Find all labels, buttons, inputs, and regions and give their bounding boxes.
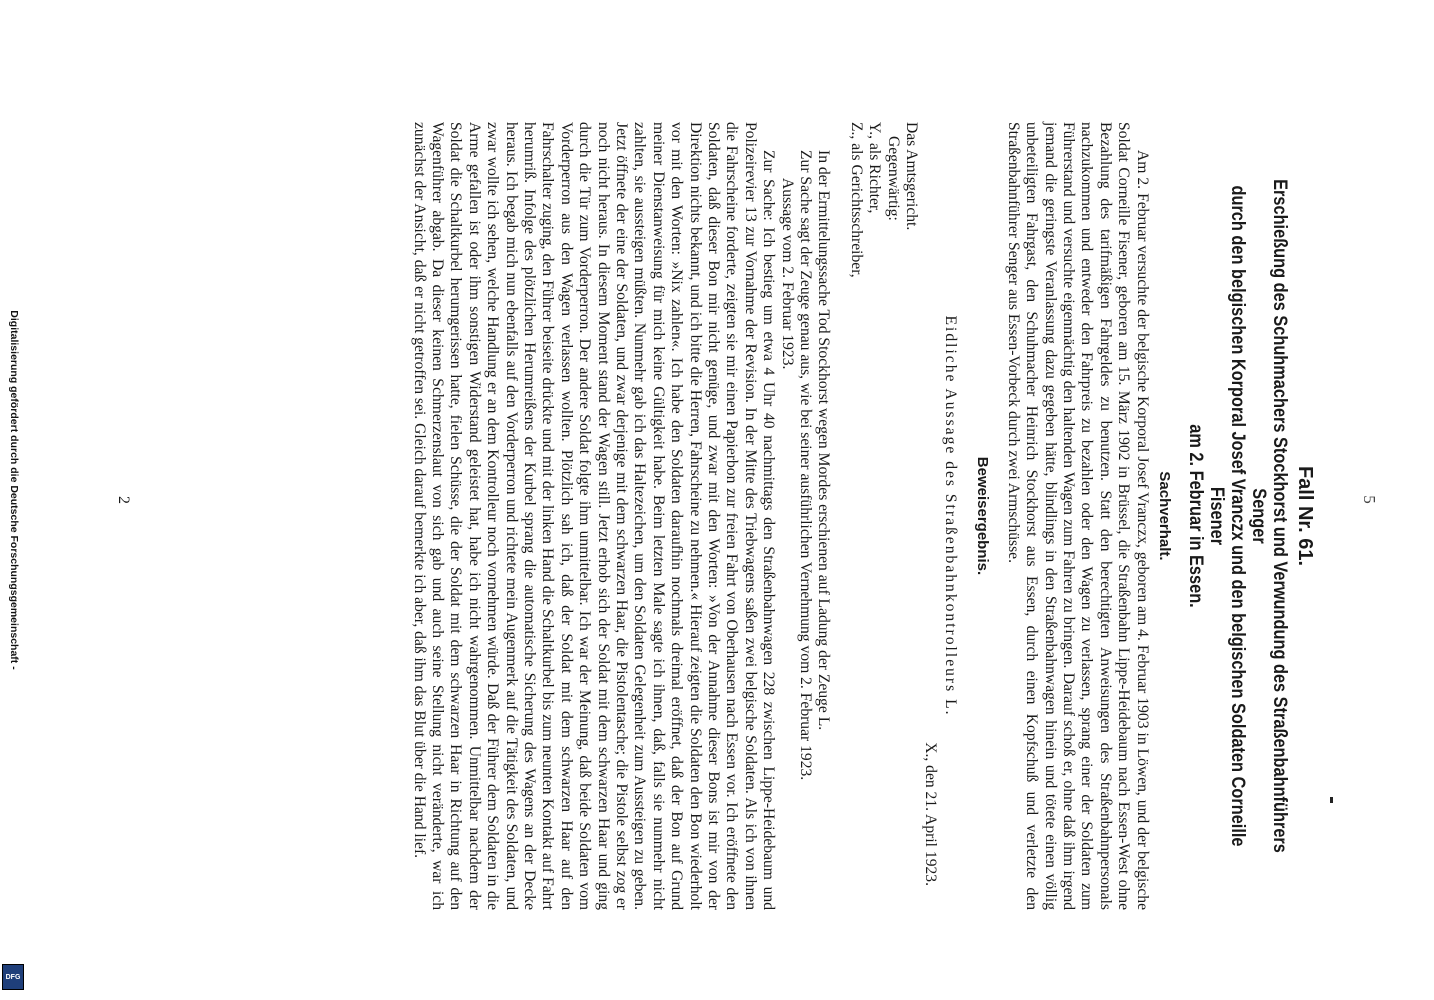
court-line: Y., als Richter,	[866, 122, 884, 214]
evidence-heading: Beweisergebnis.	[974, 456, 992, 576]
dfg-logo-icon: DFG	[2, 964, 24, 990]
statement-date: Aussage vom 2. Februar 1923.	[778, 178, 796, 370]
statement-heading: Eidliche Aussage des Straßenbahnkontrolleurs L.	[941, 315, 959, 717]
funding-sidebar	[0, 0, 28, 1000]
case-title: Fall Nr. 61.	[1294, 465, 1316, 567]
facts-heading: Sachverhalt.	[1156, 471, 1173, 561]
page-number-bottom: 2	[115, 496, 132, 504]
court-line: Gegenwärtig:	[884, 136, 902, 221]
facts-paragraph: Am 2. Februar versuchte der belgische Korporal Josef Vranczx, geboren am 4. Februar 1903 in Löwen, und der belgische Soldat Corneille Fisener, geboren am 15. März 1902 in Brüssel, die Straßenbahn Lippe-Heidebaum nach Essen-West ohne Bezahlung des tarifmäßigen Fahrgeldes zu benutzen. Statt den berechtigten Anweisungen des Straßenbahnpersonals nachzukommen und entweder den Fahrpreis zu bezahlen oder den Wagen zu verlassen, sprang einer der Soldaten zum Führerstand und versuchte eigenmächtig den haltenden Wagen zum Fahren zu bringen. Darauf schoß er, ohne daß ihm irgend jemand die geringste Veranlassung dazu gegeben hätte, blindlings in den Straßenbahnwagen hinein und tötete einen völlig unbeteiligten Fahrgast, den Schuhmacher Heinrich Stockhorst aus Essen, durch einen Kopfschuß und verletzte den Straßenbahnführer Senger aus Essen-Vorbeck durch zwei Armschüsse.	[1004, 122, 1151, 910]
intro-paragraph: In der Ermittelungssache Tod Stockhorst wegen Mordes erschienen auf Ladung der Zeuge L.	[815, 150, 833, 731]
intro-paragraph-2: Zur Sache sagt der Zeuge genau aus, wie bei seiner ausführlichen Vernehmung vom 2. Februar 1923.	[797, 150, 815, 781]
place-date: X., den 21. April 1923.	[921, 742, 939, 886]
title-line-3: am 2. Februar in Essen.	[1185, 424, 1206, 608]
page-number-top: 5	[1360, 495, 1379, 505]
scan-mark	[1330, 797, 1333, 803]
title-line-2: durch den belgischen Korporal Josef Vranczx und den belgischen Soldaten Corneille Fisener	[1206, 185, 1248, 847]
statement-paragraph: Zur Sache: Ich bestieg um etwa 4 Uhr 40 nachmittags den Straßenbahnwagen 228 zwischen Lippe-Heidebaum und Polizeirevier 13 zur Vornahme der Revision. In der Mitte des Triebwagens saßen zwei belgische Soldaten. Als ich von ihnen die Fahrscheine forderte, zeigten sie mir einen Papierbon zur freien Fahrt von Oberhausen nach Essen vor. Ich eröffnete den Soldaten, daß dieser Bon mir nicht genüge, und zwar mit den Worten: »Von der Annahme dieser Bons ist mir von der Direktion nichts bekannt, und ich bitte die Herren, Fahrscheine zu nehmen.« Hierauf zeigten die Soldaten den Bon wiederholt vor mit den Worten: »Nix zahlen«. Ich habe den Soldaten daraufhin nochmals dreimal eröffnet, daß der Bon auf Grund meiner Dienstanweisung für mich keine Gültigkeit habe. Beim letzten Male sagte ich ihnen, daß, falls sie nunmehr nicht zahlten, sie aussteigen müßten. Nunmehr gab ich das Haltezeichen, um den Soldaten Gelegenheit zum Aussteigen zu geben. Jetzt öffnete der eine der Soldaten, und zwar derjenige mit dem schwarzen Haar, die Pistolentasche; die Pistole selbst zog er noch nicht heraus. In diesem Moment stand der Wagen still. Jetzt erhob sich der Soldat mit dem schwarzen Haar und ging durch die Tür zum Vorderperron. Der andere Soldat folgte ihm unmittelbar. Ich war der Meinung, daß beide Soldaten vom Vorderperron aus den Wagen verlassen wollten. Plötzlich sah ich, daß der Soldat mit dem schwarzen Haar auf den Fahrschalter zuging, den Führer beiseite drückte und mit der linken Hand die Schaltkurbel bis zum neunten Kontakt auf Fahrt herumriß. Infolge des plötzlichen Herumreißens der Kurbel sprang die automatische Sicherung des Wagens an der Decke heraus. Ich begab mich nun ebenfalls auf den Vorderperron und richtete mein Augenmerk auf die Tätigkeit des Soldaten, und zwar wollte ich sehen, welche Handlung er an dem Kontrolleur noch vornehmen würde. Daß der Führer dem Soldaten in die Arme gefallen ist oder ihm sonstigen Widerstand geleistet hat, habe ich nicht wahrgenommen. Unmittelbar nachdem der Soldat die Schaltkurbel herumgerissen hatte, fielen Schüsse, die der Soldat mit dem schwarzen Haar in Richtung auf den Wagenführer abgab. Da dieser keinen Schmerzenslaut von sich gab und auch seine Stellung nicht veränderte, war ich zunächst der Ansicht, daß er nicht getroffen sei. Gleich darauf bemerkte ich aber, daß ihm das Blut über die Hand lief.	[410, 122, 778, 910]
funding-note: Digitalisierung gefördert durch die Deutsche Forschungsgemeinschaft -	[8, 310, 20, 670]
court-line: Z., als Gerichtsschreiber,	[847, 122, 865, 278]
title-line-1: Erschießung des Schuhmachers Stockhorst und Verwundung des Straßenbahnführers Senger	[1248, 179, 1290, 853]
court-line: Das Amtsgericht.	[903, 122, 921, 231]
